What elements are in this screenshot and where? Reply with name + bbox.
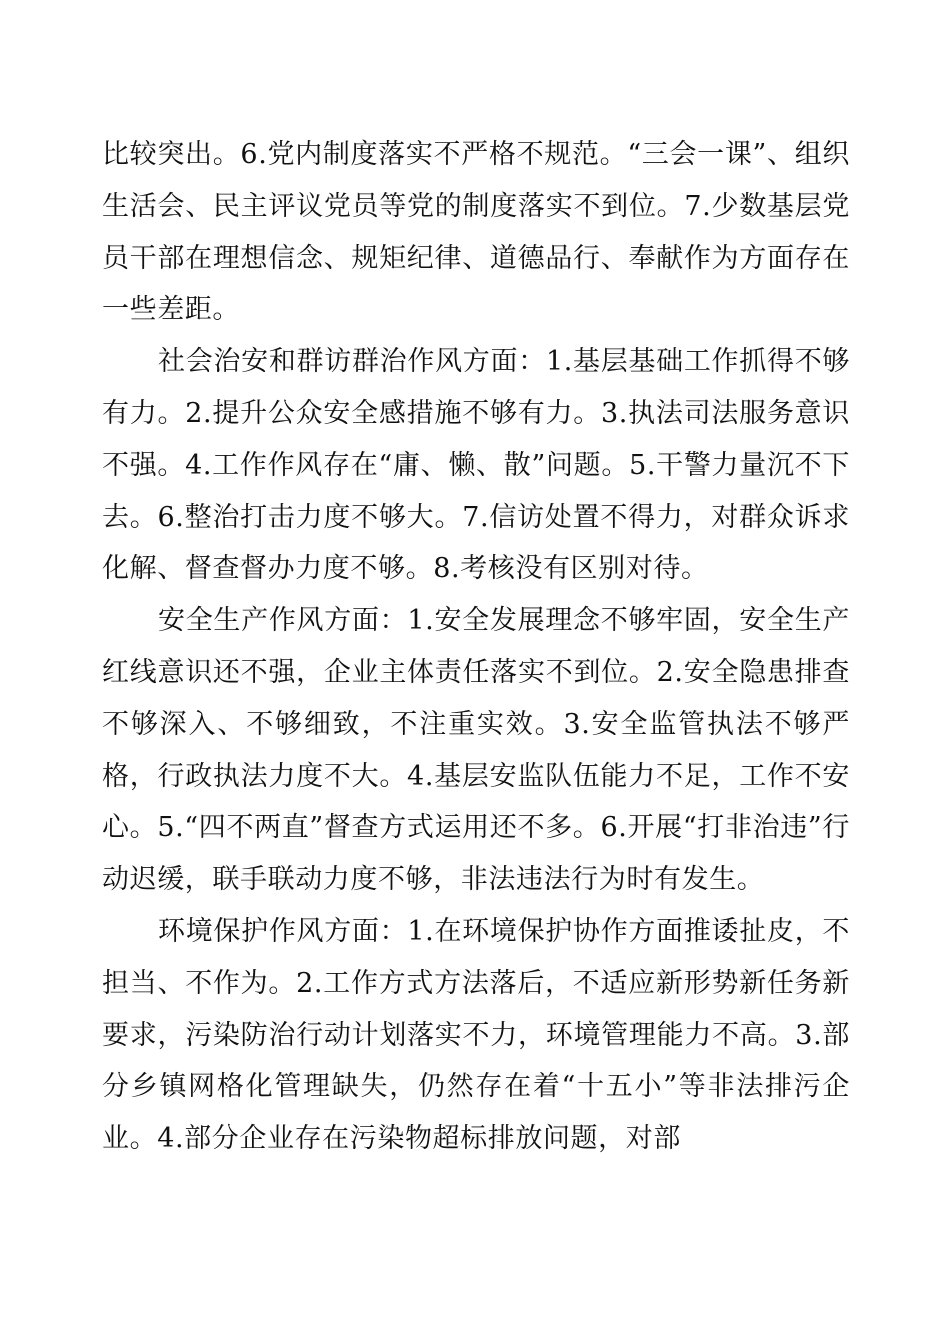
- paragraph-environmental-protection: 环境保护作风方面：1.在环境保护协作方面推诿扯皮，不担当、不作为。2.工作方式方法落后，不适应新形势新任务新要求，污染防治行动计划落实不力，环境管理能力不高。3.部分乡镇网格化管理缺失，仍然存在着“十五小”等非法排污企业。4.部分企业存在污染物超标排放问题，对部: [102, 915, 850, 1155]
- paragraph-party-system: 比较突出。6.党内制度落实不严格不规范。“三会一课”、组织生活会、民主评议党员等党的制度落实不到位。7.少数基层党员干部在理想信念、规矩纪律、道德品行、奉献作为方面存在一些差距。: [102, 139, 850, 326]
- paragraph-public-security: 社会治安和群访群治作风方面：1.基层基础工作抓得不够有力。2.提升公众安全感措施不够有力。3.执法司法服务意识不强。4.工作作风存在“庸、懒、散”问题。5.干警力量沉不下去。6.整治打击力度不够大。7.信访处置不得力，对群众诉求化解、督查督办力度不够。8.考核没有区别对待。: [102, 346, 850, 585]
- paragraph-work-safety: 安全生产作风方面：1.安全发展理念不够牢固，安全生产红线意识还不强，企业主体责任落实不到位。2.安全隐患排查不够深入、不够细致，不注重实效。3.安全监管执法不够严格，行政执法力度不大。4.基层安监队伍能力不足，工作不安心。5.“四不两直”督查方式运用还不多。6.开展“打非治违”行动迟缓，联手联动力度不够，非法违法行为时有发生。: [102, 605, 850, 896]
- document-page: [102, 129, 850, 1165]
